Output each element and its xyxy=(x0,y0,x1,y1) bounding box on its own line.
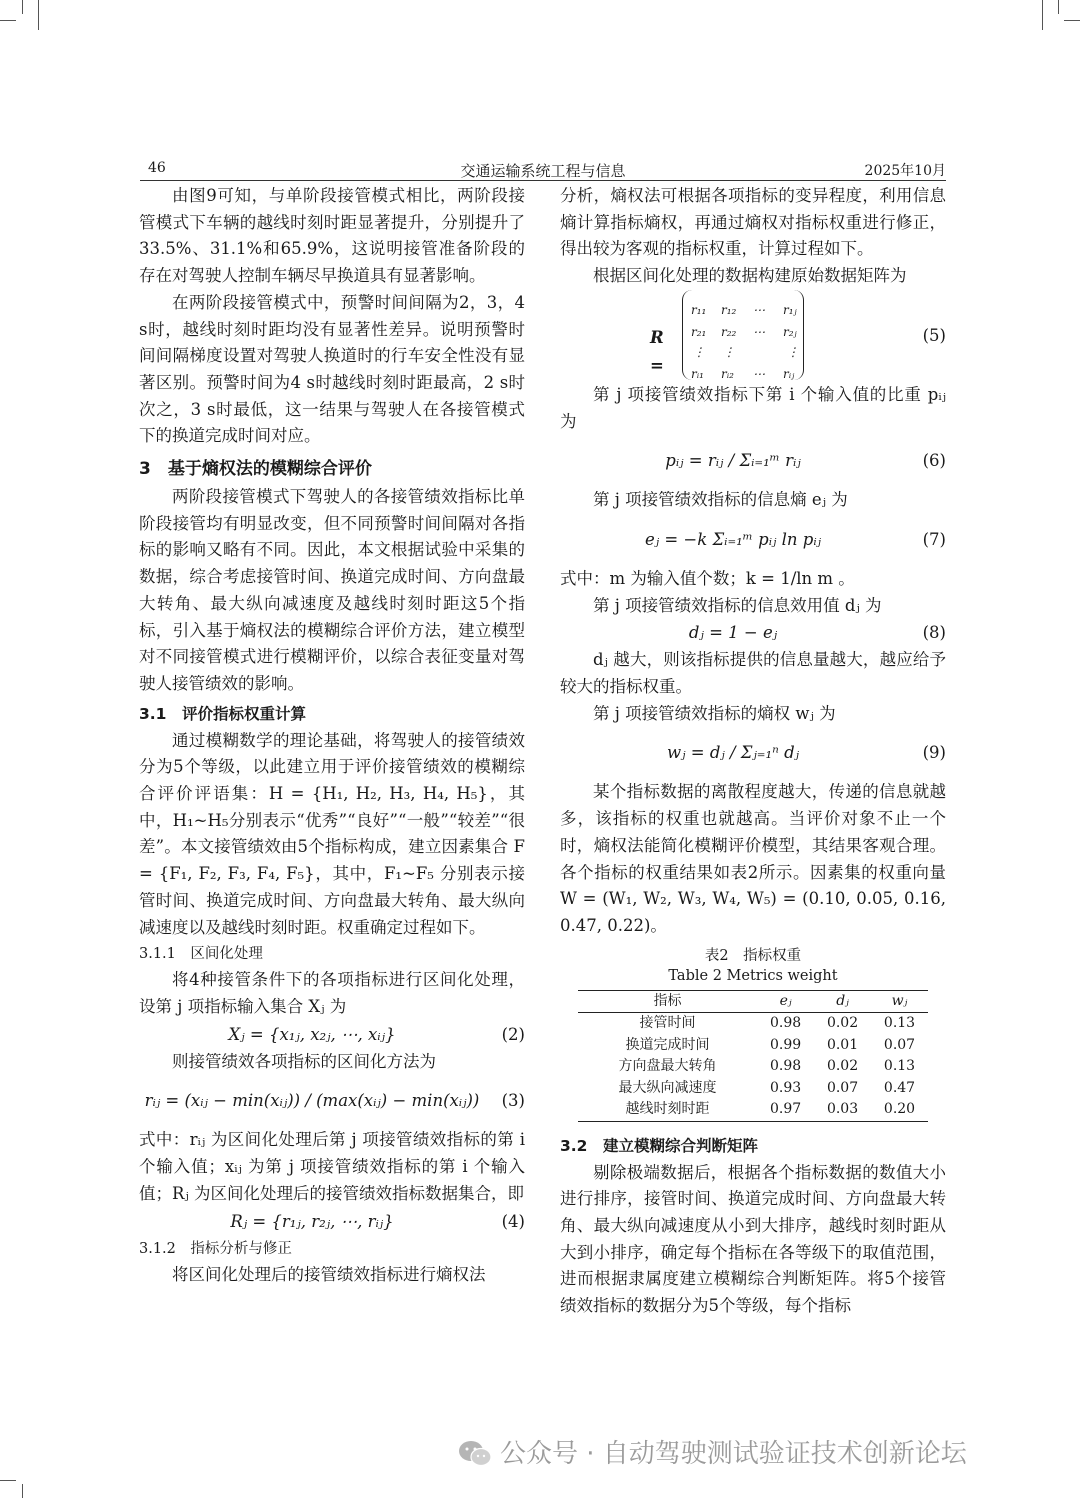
column-header: wⱼ xyxy=(891,992,908,1009)
table-cell: 0.02 xyxy=(826,1058,859,1075)
table-cell: 0.07 xyxy=(826,1079,859,1096)
equation xyxy=(139,1021,525,1049)
table-cell: 0.07 xyxy=(883,1036,916,1053)
equation-body: Rⱼ = {r₁ⱼ, r₂ⱼ, ⋯, rᵢⱼ} xyxy=(230,1211,394,1231)
table-cell: 换道完成时间 xyxy=(625,1036,710,1053)
matrix-cell: rᵢ₂ xyxy=(721,366,734,381)
matrix-cell: ⋯ xyxy=(753,366,765,381)
watermark-text: 公众号 · 自动驾驶测试验证技术创新论坛 xyxy=(500,1439,967,1469)
table-row xyxy=(578,1035,928,1057)
matrix-symbol: R = xyxy=(650,327,664,375)
equation-body: dⱼ = 1 − eⱼ xyxy=(688,623,778,643)
matrix-cell: r₂₁ xyxy=(691,324,707,339)
table-cell: 0.13 xyxy=(883,1058,916,1075)
table-cell: 0.13 xyxy=(883,1015,916,1032)
paragraph: 某个指标数据的离散程度越大，传递的信息就越多，该指标的权重也就越高。当评价对象不止一个时，熵权法能简化模糊评价模型，其结果客观合理。各个指标的权重结果如表2所示。因素集的权重向量 W = (W₁, W₂, W₃, W₄, W₅) = (0.10, 0.05, 0.16, 0.47, 0.22)。 xyxy=(560,782,946,935)
equation-body: pᵢⱼ = rᵢⱼ / Σᵢ₌₁ᵐ rᵢⱼ xyxy=(665,451,801,471)
table-cell: 0.01 xyxy=(826,1036,859,1053)
crop-mark xyxy=(1058,0,1059,14)
table-2 xyxy=(560,946,946,1122)
table-row xyxy=(578,1099,928,1121)
table-cell: 0.98 xyxy=(769,1015,802,1032)
paragraph: 将区间化处理后的接管绩效指标进行熵权法 xyxy=(172,1264,486,1284)
table-caption-cn: 表2 指标权重 xyxy=(704,947,802,964)
paragraph: 则接管绩效各项指标的区间化方法为 xyxy=(172,1051,436,1071)
table-cell: 0.99 xyxy=(769,1036,802,1053)
paragraph: 通过模糊数学的理论基础，将驾驶人的接管绩效分为5个等级，以此建立用于评价接管绩效的模糊综合评价评语集：H = {H₁, H₂, H₃, H₄, H₅}，其中，H₁~H₅分别表示“优秀”“良好”“一般”“较差”“很差”。本文接管绩效由5个指标构成，建立因素集合 F = {F₁, F₂, F₃, F₄, F₅}，其中，F₁~F₅ 分别表示接管时间、换道完成时间、方向盘最大转角、最大纵向减速度以及越线时刻时距。权重确定过程如下。 xyxy=(139,730,525,937)
equation xyxy=(560,435,946,487)
table-cell: 越线时刻时距 xyxy=(625,1101,710,1118)
paragraph: 在两阶段接管模式中，预警时间间隔为2，3，4 s时，越线时刻时距均没有显著性差异。说明预警时间间隔梯度设置对驾驶人换道时的行车安全性没有显著区别。预警时间为4 s时越线时刻时距最高，2 s时次之，3 s时最低，这一结果与驾驶人在各接管模式下的换道完成时间对应。 xyxy=(139,292,525,446)
equation xyxy=(139,1208,525,1236)
right-column xyxy=(560,183,946,1320)
table-row xyxy=(578,1056,928,1078)
paragraph: 第 j 项接管绩效指标的信息效用值 dⱼ 为 xyxy=(593,595,882,615)
matrix-cell: r₁ⱼ xyxy=(783,302,797,317)
running-header xyxy=(140,160,946,181)
table-cell: 0.20 xyxy=(883,1101,916,1118)
matrix-grid xyxy=(682,290,804,380)
paragraph: 两阶段接管模式下驾驶人的各接管绩效指标比单阶段接管均有明显改变，但不同预警时间间隔对各指标的影响又略有不同。因此，本文根据试验中采集的数据，综合考虑接管时间、换道完成时间、方向盘最大转角、最大纵向减速度及越线时刻时距这5个指标，引入基于熵权法的模糊综合评价方法，建立模型对不同接管模式进行模糊评价，以综合表征变量对驾驶人接管绩效的影响。 xyxy=(139,487,525,693)
paragraph: 根据区间化处理的数据构建原始数据矩阵为 xyxy=(593,266,907,286)
equation xyxy=(560,514,946,566)
table-row xyxy=(578,1013,928,1035)
column-header: dⱼ xyxy=(836,992,849,1009)
crop-mark xyxy=(22,0,23,14)
matrix-cell: ⋮ xyxy=(693,344,705,359)
equation-number: (7) xyxy=(922,529,946,549)
paragraph: 第 j 项接管绩效指标的熵权 wⱼ 为 xyxy=(593,703,836,723)
subsubsection-heading: 3.1.2 指标分析与修正 xyxy=(139,1240,292,1257)
table-cell: 方向盘最大转角 xyxy=(618,1058,717,1075)
table-caption-en: Table 2 Metrics weight xyxy=(668,967,838,984)
matrix-equation xyxy=(560,290,946,382)
equation-body: wⱼ = dⱼ / Σⱼ₌₁ⁿ dⱼ xyxy=(667,743,799,763)
equation-number: (4) xyxy=(501,1211,525,1231)
table-cell: 接管时间 xyxy=(639,1015,696,1032)
paragraph: 第 j 项接管绩效指标下第 i 个输入值的比重 pᵢⱼ 为 xyxy=(560,384,946,431)
subsection-heading: 3.1 评价指标权重计算 xyxy=(139,704,306,723)
table-cell: 0.97 xyxy=(769,1101,802,1118)
subsection-heading: 3.2 建立模糊综合判断矩阵 xyxy=(560,1136,758,1155)
paragraph: 分析，熵权法可根据各项指标的变异程度，利用信息熵计算指标熵权，再通过熵权对指标权重进行修正，得出较为客观的指标权重，计算过程如下。 xyxy=(560,186,946,259)
paragraph: 由图9可知，与单阶段接管模式相比，两阶段接管模式下车辆的越线时刻时距显著提升，分别提升了33.5%、31.1%和65.9%，这说明接管准备阶段的存在对驾驶人控制车辆尽早换道具有显著影响。 xyxy=(139,186,525,286)
issue-date: 2025年10月 xyxy=(864,163,946,179)
subsubsection-heading: 3.1.1 区间化处理 xyxy=(139,946,263,963)
column-header: 指标 xyxy=(653,992,682,1009)
matrix-cell: rᵢⱼ xyxy=(783,366,795,381)
crop-mark xyxy=(1042,0,1043,30)
wechat-icon xyxy=(458,1440,492,1468)
paragraph: 式中：m 为输入值个数；k = 1/ln m 。 xyxy=(560,568,855,588)
equation-body: rᵢⱼ = (xᵢⱼ − min(xᵢⱼ)) / (max(xᵢⱼ) − min(xᵢⱼ)) xyxy=(144,1091,480,1111)
section-heading: 3 基于熵权法的模糊综合评价 xyxy=(139,459,372,480)
matrix-cell: ⋯ xyxy=(753,324,765,339)
matrix-cell: ⋮ xyxy=(787,344,799,359)
table-cell: 0.47 xyxy=(883,1079,916,1096)
metrics-weight-table xyxy=(578,990,928,1122)
equation xyxy=(139,1075,525,1127)
left-column xyxy=(139,183,525,1288)
crop-mark xyxy=(22,1484,23,1498)
column-header: eⱼ xyxy=(779,992,792,1009)
crop-mark xyxy=(1064,20,1080,21)
crop-mark xyxy=(38,0,39,30)
matrix-cell: rᵢ₁ xyxy=(691,366,704,381)
journal-title: 交通运输系统工程与信息 xyxy=(460,162,626,180)
equation-body: Xⱼ = {x₁ⱼ, x₂ⱼ, ⋯, xᵢⱼ} xyxy=(228,1024,396,1044)
equation-number: (3) xyxy=(501,1091,525,1111)
page-number: 46 xyxy=(148,160,166,176)
table-cell: 0.03 xyxy=(826,1101,859,1118)
table-cell: 0.93 xyxy=(769,1079,802,1096)
matrix-cell: r₁₁ xyxy=(691,302,707,317)
equation xyxy=(560,619,946,647)
matrix-cell: r₁₂ xyxy=(721,302,737,317)
equation xyxy=(560,727,946,779)
equation-body: eⱼ = −k Σᵢ₌₁ᵐ pᵢⱼ ln pᵢⱼ xyxy=(644,529,822,549)
table-cell: 0.98 xyxy=(769,1058,802,1075)
table-cell: 0.02 xyxy=(826,1015,859,1032)
crop-mark xyxy=(0,20,16,21)
equation-number: (8) xyxy=(922,623,946,643)
table-row xyxy=(578,1078,928,1100)
equation-number: (6) xyxy=(922,451,946,471)
paragraph: dⱼ 越大，则该指标提供的信息量越大，越应给予较大的指标权重。 xyxy=(560,650,946,697)
matrix-cell: r₂ⱼ xyxy=(783,324,797,339)
paragraph: 将4种接管条件下的各项指标进行区间化处理，设第 j 项指标输入集合 Xⱼ 为 xyxy=(139,970,525,1016)
matrix-cell: r₂₂ xyxy=(721,324,737,339)
equation-number: (9) xyxy=(922,743,946,763)
matrix-cell: ⋮ xyxy=(723,344,735,359)
matrix-cell: ⋯ xyxy=(753,302,765,317)
table-cell: 最大纵向减速度 xyxy=(618,1079,717,1096)
paragraph: 第 j 项接管绩效指标的信息熵 eⱼ 为 xyxy=(593,490,848,510)
equation-number: (2) xyxy=(501,1024,525,1044)
paragraph: 剔除极端数据后，根据各个指标数据的数值大小进行排序，接管时间、换道完成时间、方向盘最大转角、最大纵向减速度从小到大排序，越线时刻时距从大到小排序，确定每个指标在各等级下的取值范围，进而根据隶属度建立模糊综合判断矩阵。将5个接管绩效指标的数据分为5个等级，每个指标 xyxy=(560,1162,946,1316)
watermark xyxy=(458,1432,1058,1476)
table-header-row xyxy=(578,990,928,1013)
paragraph: 式中：rᵢⱼ 为区间化处理后第 j 项接管绩效指标的第 i 个输入值；xᵢⱼ 为第 j 项接管绩效指标的第 i 个输入值；Rⱼ 为区间化处理后的接管绩效指标数据集合，即 xyxy=(139,1130,525,1203)
equation-number: (5) xyxy=(922,325,946,345)
crop-mark xyxy=(0,1480,16,1481)
